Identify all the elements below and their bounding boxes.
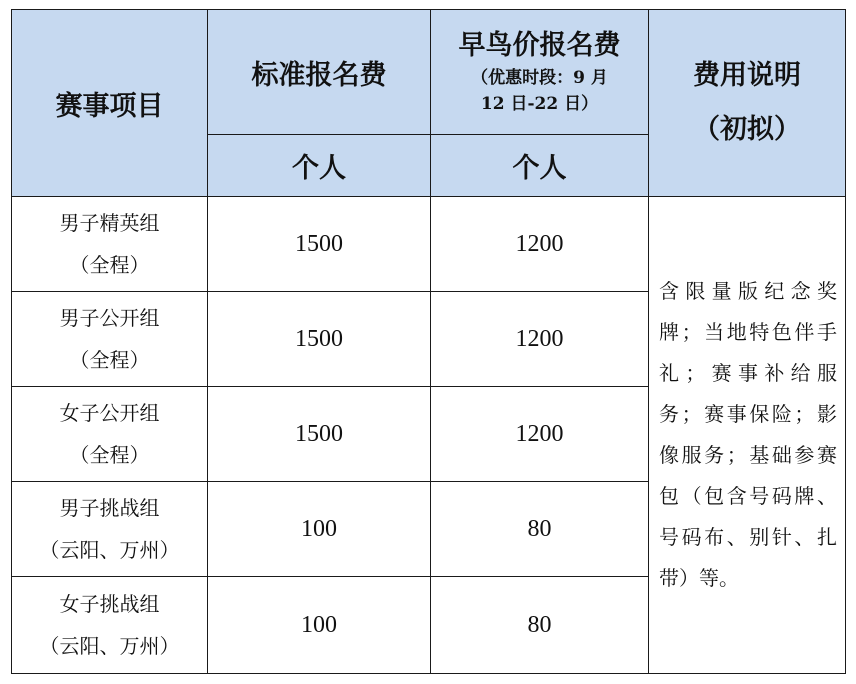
early-bird-period-line1: （优惠时段：9 月 (471, 68, 608, 88)
header-early-bird-label: 早鸟价报名费 (458, 30, 621, 61)
project-scope: （全程） (69, 348, 150, 372)
header-notes-draft: （初拟） (693, 114, 801, 145)
project-name: 男子精英组 (59, 211, 160, 235)
standard-fee-cell: 1500 (208, 197, 431, 292)
project-name: 男子挑战组 (59, 496, 160, 520)
header-notes-label: 费用说明 (693, 60, 801, 91)
project-scope: （云阳、万州） (39, 538, 180, 562)
individual-early-label: 个人 (512, 153, 567, 184)
header-notes (649, 10, 846, 197)
standard-fee-cell: 1500 (208, 292, 431, 387)
project-cell (12, 292, 208, 387)
early-fee-cell: 1200 (431, 292, 649, 387)
individual-standard-label: 个人 (292, 153, 346, 184)
header-project-label: 赛事项目 (55, 90, 164, 122)
project-name: 女子挑战组 (59, 592, 160, 616)
header-project (12, 10, 208, 197)
early-fee-cell: 80 (431, 482, 649, 577)
notes-cell (649, 197, 846, 674)
fee-table (11, 9, 846, 674)
header-standard-fee (208, 10, 431, 135)
notes-text: 含限量版纪念奖牌；当地特色伴手礼；赛事补给服务；赛事保险；影像服务；基础参赛包（包含号码牌、号码布、别针、扎带）等。 (659, 279, 837, 590)
project-name: 女子公开组 (59, 401, 160, 425)
table-row (12, 197, 846, 292)
header-individual-standard (208, 135, 431, 197)
project-scope: （全程） (69, 253, 150, 277)
standard-fee-cell: 1500 (208, 387, 431, 482)
project-cell (12, 387, 208, 482)
header-standard-fee-label: 标准报名费 (251, 59, 387, 91)
project-name: 男子公开组 (59, 306, 160, 330)
standard-fee-cell: 100 (208, 577, 431, 674)
standard-fee-cell: 100 (208, 482, 431, 577)
project-cell (12, 482, 208, 577)
header-individual-early (431, 135, 649, 197)
project-scope: （云阳、万州） (39, 634, 180, 658)
header-early-bird-fee (431, 10, 649, 135)
project-cell (12, 577, 208, 674)
early-fee-cell: 80 (431, 577, 649, 674)
early-bird-period-line2: 12 日-22 日） (480, 94, 599, 114)
early-fee-cell: 1200 (431, 387, 649, 482)
project-scope: （全程） (69, 443, 150, 467)
early-fee-cell: 1200 (431, 197, 649, 292)
project-cell (12, 197, 208, 292)
